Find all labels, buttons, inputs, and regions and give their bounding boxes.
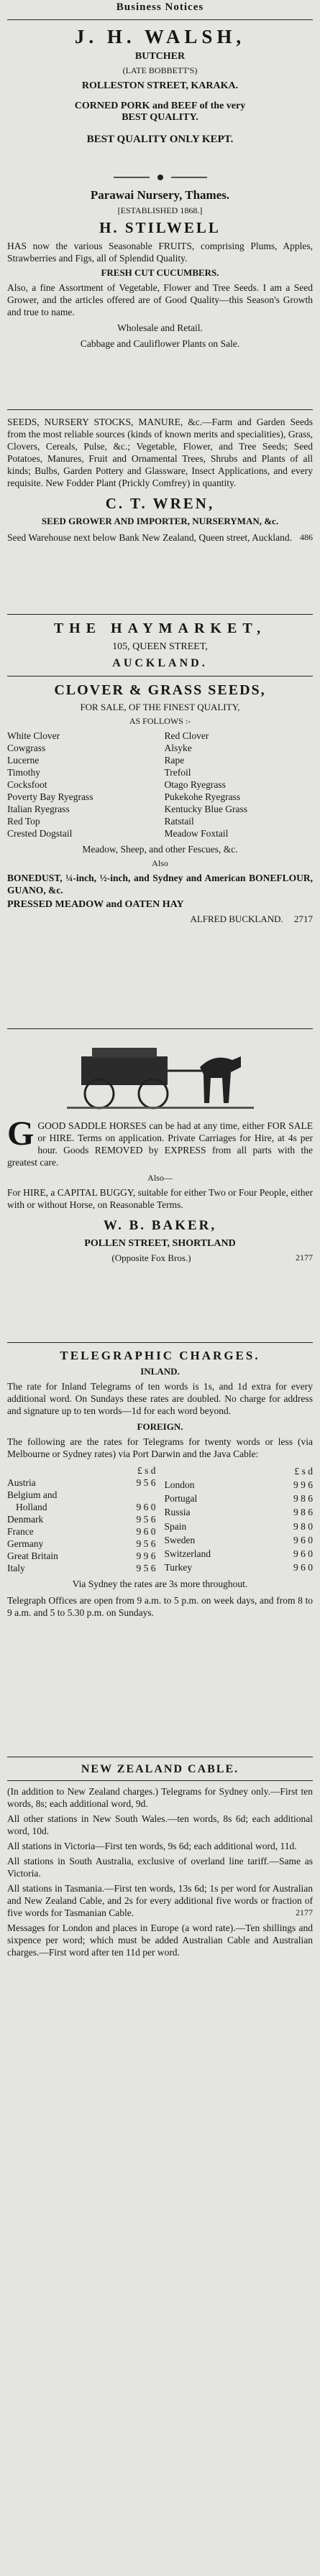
- cable-number: 2177: [296, 1907, 313, 1917]
- list-item: Cocksfoot: [7, 779, 47, 790]
- walsh-line1: CORNED PORK and BEEF of the very: [74, 101, 246, 111]
- table-header: £ s d: [294, 1466, 313, 1477]
- telegraph-advert: [7, 1349, 313, 1751]
- table-row: [7, 1538, 156, 1550]
- table-cell: 9 9 6: [136, 1550, 156, 1561]
- table-cell: Great Britain: [7, 1550, 58, 1561]
- cable-vic: All stations in Victoria—First ten words, 9s 6d; each additional word, 11d.: [7, 1841, 297, 1851]
- list-item: Lucerne: [7, 755, 40, 766]
- parawai-cabbage: Cabbage and Cauliflower Plants on Sale.: [80, 338, 240, 349]
- haymarket-city: AUCKLAND.: [112, 657, 208, 669]
- list-item: White Clover: [7, 730, 60, 741]
- table-cell: Holland: [16, 1502, 47, 1512]
- drop-cap: G: [7, 1115, 35, 1153]
- table-cell: Portugal: [164, 1493, 198, 1505]
- baker-also: Also—: [147, 1173, 173, 1183]
- haymarket-follows: AS FOLLOWS :-: [129, 716, 191, 726]
- table-cell: 9 5 6: [136, 1514, 156, 1525]
- table-header: £ s d: [137, 1465, 156, 1476]
- section-header: Business Notices: [116, 1, 204, 13]
- list-item: Ratstail: [164, 816, 194, 827]
- wren-body: SEEDS, NURSERY STOCKS, MANURE, &c.—Farm and Garden Seeds from the most reliable sources (kinds of known merits and specialities), Grass, Clovers, Cereals, Pulse, &c.; Vegetable, Flower, and Tree Seeds; Seed Potatoes, Manures, Fruit and Ornamental Trees, Shrubs and Plants of all kinds; Bulbs, Garden Pottery and Glassware, Insect Applications, and every requisite. New Fodder Plant (Prickly Comfrey) in quantity.: [7, 417, 313, 488]
- list-item: Red Top: [7, 816, 40, 827]
- table-cell: 9 5 6: [136, 1477, 156, 1488]
- table-cell: Italy: [7, 1563, 25, 1573]
- table-cell: Germany: [7, 1538, 44, 1549]
- list-item: Trefoil: [164, 767, 191, 778]
- table-cell: 9 8 6: [293, 1493, 313, 1505]
- parawai-fresh: FRESH CUT CUCUMBERS.: [101, 267, 219, 278]
- table-cell: 9 6 0: [136, 1526, 156, 1537]
- list-item: Cowgrass: [7, 743, 46, 753]
- parawai-established: [ESTABLISHED 1868.]: [117, 205, 203, 215]
- divider: [7, 1028, 313, 1029]
- haymarket-signature: [7, 913, 313, 925]
- rates-right: [165, 1464, 314, 1574]
- telegraph-body: The rate for Inland Telegrams of ten words is 1s, and 1d extra for every additional word. On Sundays these rates are doubled. No charge for address and signature up to ten words—1d for each word beyond.: [7, 1381, 313, 1416]
- walsh-address: ROLLESTON STREET, KARAKA.: [81, 80, 239, 91]
- table-cell: Austria: [7, 1477, 36, 1488]
- parawai-advert: [7, 188, 313, 404]
- seed-list: [7, 730, 313, 840]
- cable-title: NEW ZEALAND CABLE.: [81, 1763, 239, 1775]
- table-row: [7, 1525, 156, 1538]
- newspaper-page: [7, 0, 313, 1958]
- walsh-late: (LATE BOBBETT'S): [122, 65, 198, 75]
- table-row: [165, 1561, 314, 1574]
- cable-london: Messages for London and places in Europe (a word rate).—Ten shillings and sixpence per word; which must be added Australian Cable and Australian charges.—First word after ten 11d per word.: [7, 1922, 313, 1958]
- wren-advert: [7, 416, 313, 608]
- cable-tas-text: All stations in Tasmania.—First ten words, 13s 6d; 1s per word for Australian and New Zealand Cable, and 2s for every additional five words or fraction of five words for Tasmanian Cable.: [7, 1883, 313, 1918]
- baker-body-text: GOOD SADDLE HORSES can be had at any time, either FOR SALE or HIRE. Terms on application. Private Carriages for Hire, at 4s per hour. Goods REMOVED by EXPRESS from all parts with the greatest care.: [7, 1120, 313, 1168]
- table-cell: Spain: [164, 1520, 187, 1532]
- haymarket-meadow: Meadow, Sheep, and other Fescues, &c.: [82, 844, 238, 855]
- table-row: [7, 1550, 156, 1562]
- table-cell: 9 6 0: [136, 1502, 156, 1512]
- table-cell: Russia: [164, 1507, 191, 1518]
- wren-role: SEED GROWER AND IMPORTER, NURSERYMAN, &c.: [41, 516, 279, 526]
- haymarket-number: 2717: [294, 913, 313, 924]
- baker-advert: [7, 1035, 313, 1336]
- seed-list-left: [7, 730, 156, 840]
- haymarket-title: THE HAYMARKET,: [53, 620, 267, 636]
- haymarket-clover: CLOVER & GRASS SEEDS,: [54, 682, 266, 698]
- haymarket-sale: FOR SALE, OF THE FINEST QUALITY,: [80, 702, 240, 712]
- table-row: [165, 1547, 314, 1561]
- telegraph-title: TELEGRAPHIC CHARGES.: [60, 1349, 260, 1362]
- divider: [7, 614, 313, 615]
- haymarket-advert: [7, 620, 313, 1023]
- list-item: Otago Ryegrass: [164, 779, 226, 790]
- baker-name: W. B. BAKER,: [103, 1218, 217, 1233]
- baker-opp: (Opposite Fox Bros.): [111, 1252, 191, 1263]
- list-item: Red Clover: [164, 730, 209, 741]
- list-item: Rape: [164, 755, 185, 766]
- table-row: [7, 1562, 156, 1574]
- table-cell: 9 9 6: [293, 1479, 313, 1491]
- table-row: [165, 1492, 314, 1505]
- table-cell: Belgium and: [7, 1489, 58, 1500]
- haymarket-address: 105, QUEEN STREET,: [112, 641, 208, 652]
- table-cell: France: [7, 1526, 34, 1537]
- walsh-advert: [7, 26, 313, 167]
- table-cell: 9 5 6: [136, 1563, 156, 1573]
- list-item: Italian Ryegrass: [7, 804, 70, 814]
- list-item: Meadow Foxtail: [164, 828, 229, 839]
- table-cell: London: [164, 1479, 195, 1491]
- table-row: [7, 1477, 156, 1489]
- table-cell: 9 6 0: [293, 1561, 313, 1573]
- walsh-line3: BEST QUALITY ONLY KEPT.: [86, 134, 234, 145]
- parawai-name: H. STILWELL: [99, 219, 221, 236]
- list-item: Alsyke: [164, 743, 192, 753]
- ornament-divider: [114, 174, 207, 181]
- list-item: Poverty Bay Ryegrass: [7, 791, 93, 802]
- list-item: Timothy: [7, 767, 41, 778]
- walsh-line2: BEST QUALITY.: [122, 112, 198, 123]
- cable-tas: [7, 1882, 313, 1919]
- haymarket-bonedust: BONEDUST, ¼-inch, ½-inch, and Sydney and American BONEFLOUR, GUANO, &c.: [7, 873, 313, 896]
- baker-street: POLLEN STREET, SHORTLAND: [84, 1238, 236, 1249]
- table-cell: 9 8 6: [293, 1507, 313, 1518]
- divider: [7, 409, 313, 410]
- divider: [7, 1342, 313, 1343]
- divider: [7, 1780, 313, 1781]
- table-cell: 9 6 0: [293, 1534, 313, 1545]
- cable-nsw: All other stations in New South Wales.—ten words, 8s 6d; each additional word, 10d.: [7, 1813, 313, 1836]
- cable-advert: [7, 1763, 313, 1958]
- table-row: [7, 1513, 156, 1525]
- baker-opp-row: [7, 1252, 313, 1264]
- telegraph-via: Via Sydney the rates are 3s more throughout.: [72, 1578, 248, 1589]
- walsh-trade: BUTCHER: [134, 51, 186, 62]
- telegraph-hours: Telegraph Offices are open from 9 a.m. to 5 p.m. on week days, and from 8 to 9 a.m. and 5 to 5.30 p.m. on Sundays.: [7, 1595, 313, 1618]
- haymarket-buckland: ALFRED BUCKLAND.: [190, 913, 283, 924]
- baker-buggy: For HIRE, a CAPITAL BUGGY, suitable for either Two or Four People, either with or without Horse, on Reasonable Terms.: [7, 1187, 313, 1210]
- list-item: Kentucky Blue Grass: [164, 804, 247, 814]
- wren-warehouse: [7, 531, 313, 544]
- parawai-body: HAS now the various Seasonable FRUITS, comprising Plums, Apples, Strawberries and Figs, all of Splendid Quality.: [7, 241, 313, 264]
- rates-table: [7, 1464, 313, 1574]
- wren-name: C. T. WREN,: [105, 495, 215, 512]
- table-cell: Switzerland: [164, 1548, 211, 1559]
- telegraph-inland: INLAND.: [140, 1366, 180, 1377]
- list-item: Crested Dogstail: [7, 828, 73, 839]
- telegraph-body2: The following are the rates for Telegrams for twenty words or less (via Melbourne or Sydney rates) via Port Darwin and the Java Cable:: [7, 1436, 313, 1459]
- carriage-illustration: [52, 1035, 268, 1114]
- table-cell: 9 6 0: [293, 1548, 313, 1559]
- rates-left: [7, 1464, 156, 1574]
- parawai-title: Parawai Nursery, Thames.: [90, 188, 230, 202]
- table-cell: Turkey: [164, 1561, 193, 1573]
- wren-number: 486: [300, 532, 313, 542]
- telegraph-foreign: FOREIGN.: [137, 1421, 183, 1432]
- seed-list-right: [165, 730, 314, 840]
- table-row: [165, 1520, 314, 1533]
- table-cell: 9 5 6: [136, 1538, 156, 1549]
- parawai-wholesale: Wholesale and Retail.: [117, 322, 203, 333]
- table-row: [165, 1533, 314, 1547]
- baker-body: [7, 1115, 313, 1168]
- list-item: Pukekohe Ryegrass: [164, 791, 241, 802]
- cable-sa: All stations in South Australia, exclusive of overland line tariff.—Same as Victoria.: [7, 1856, 313, 1879]
- wren-warehouse-text: Seed Warehouse next below Bank New Zealand, Queen street, Auckland.: [7, 532, 293, 543]
- haymarket-pressed: PRESSED MEADOW and OATEN HAY: [7, 899, 184, 910]
- table-row: [7, 1501, 156, 1513]
- cable-body: (In addition to New Zealand charges.) Telegrams for Sydney only.—First ten words, 8s; each additional word, 9d.: [7, 1786, 313, 1809]
- table-cell: Denmark: [7, 1514, 44, 1525]
- baker-number: 2177: [296, 1252, 313, 1263]
- haymarket-also: Also: [152, 858, 168, 868]
- table-cell: 9 8 0: [293, 1520, 313, 1532]
- parawai-body2: Also, a fine Assortment of Vegetable, Flower and Tree Seeds. I am a Seed Grower, and the articles offered are of Good Quality—this Season's Growth and true to name.: [7, 282, 313, 317]
- table-cell: Sweden: [164, 1534, 196, 1545]
- table-row: [7, 1489, 156, 1501]
- table-row: [165, 1478, 314, 1492]
- table-row: [165, 1505, 314, 1519]
- walsh-name: J. H. WALSH,: [74, 26, 246, 47]
- divider: [7, 19, 313, 20]
